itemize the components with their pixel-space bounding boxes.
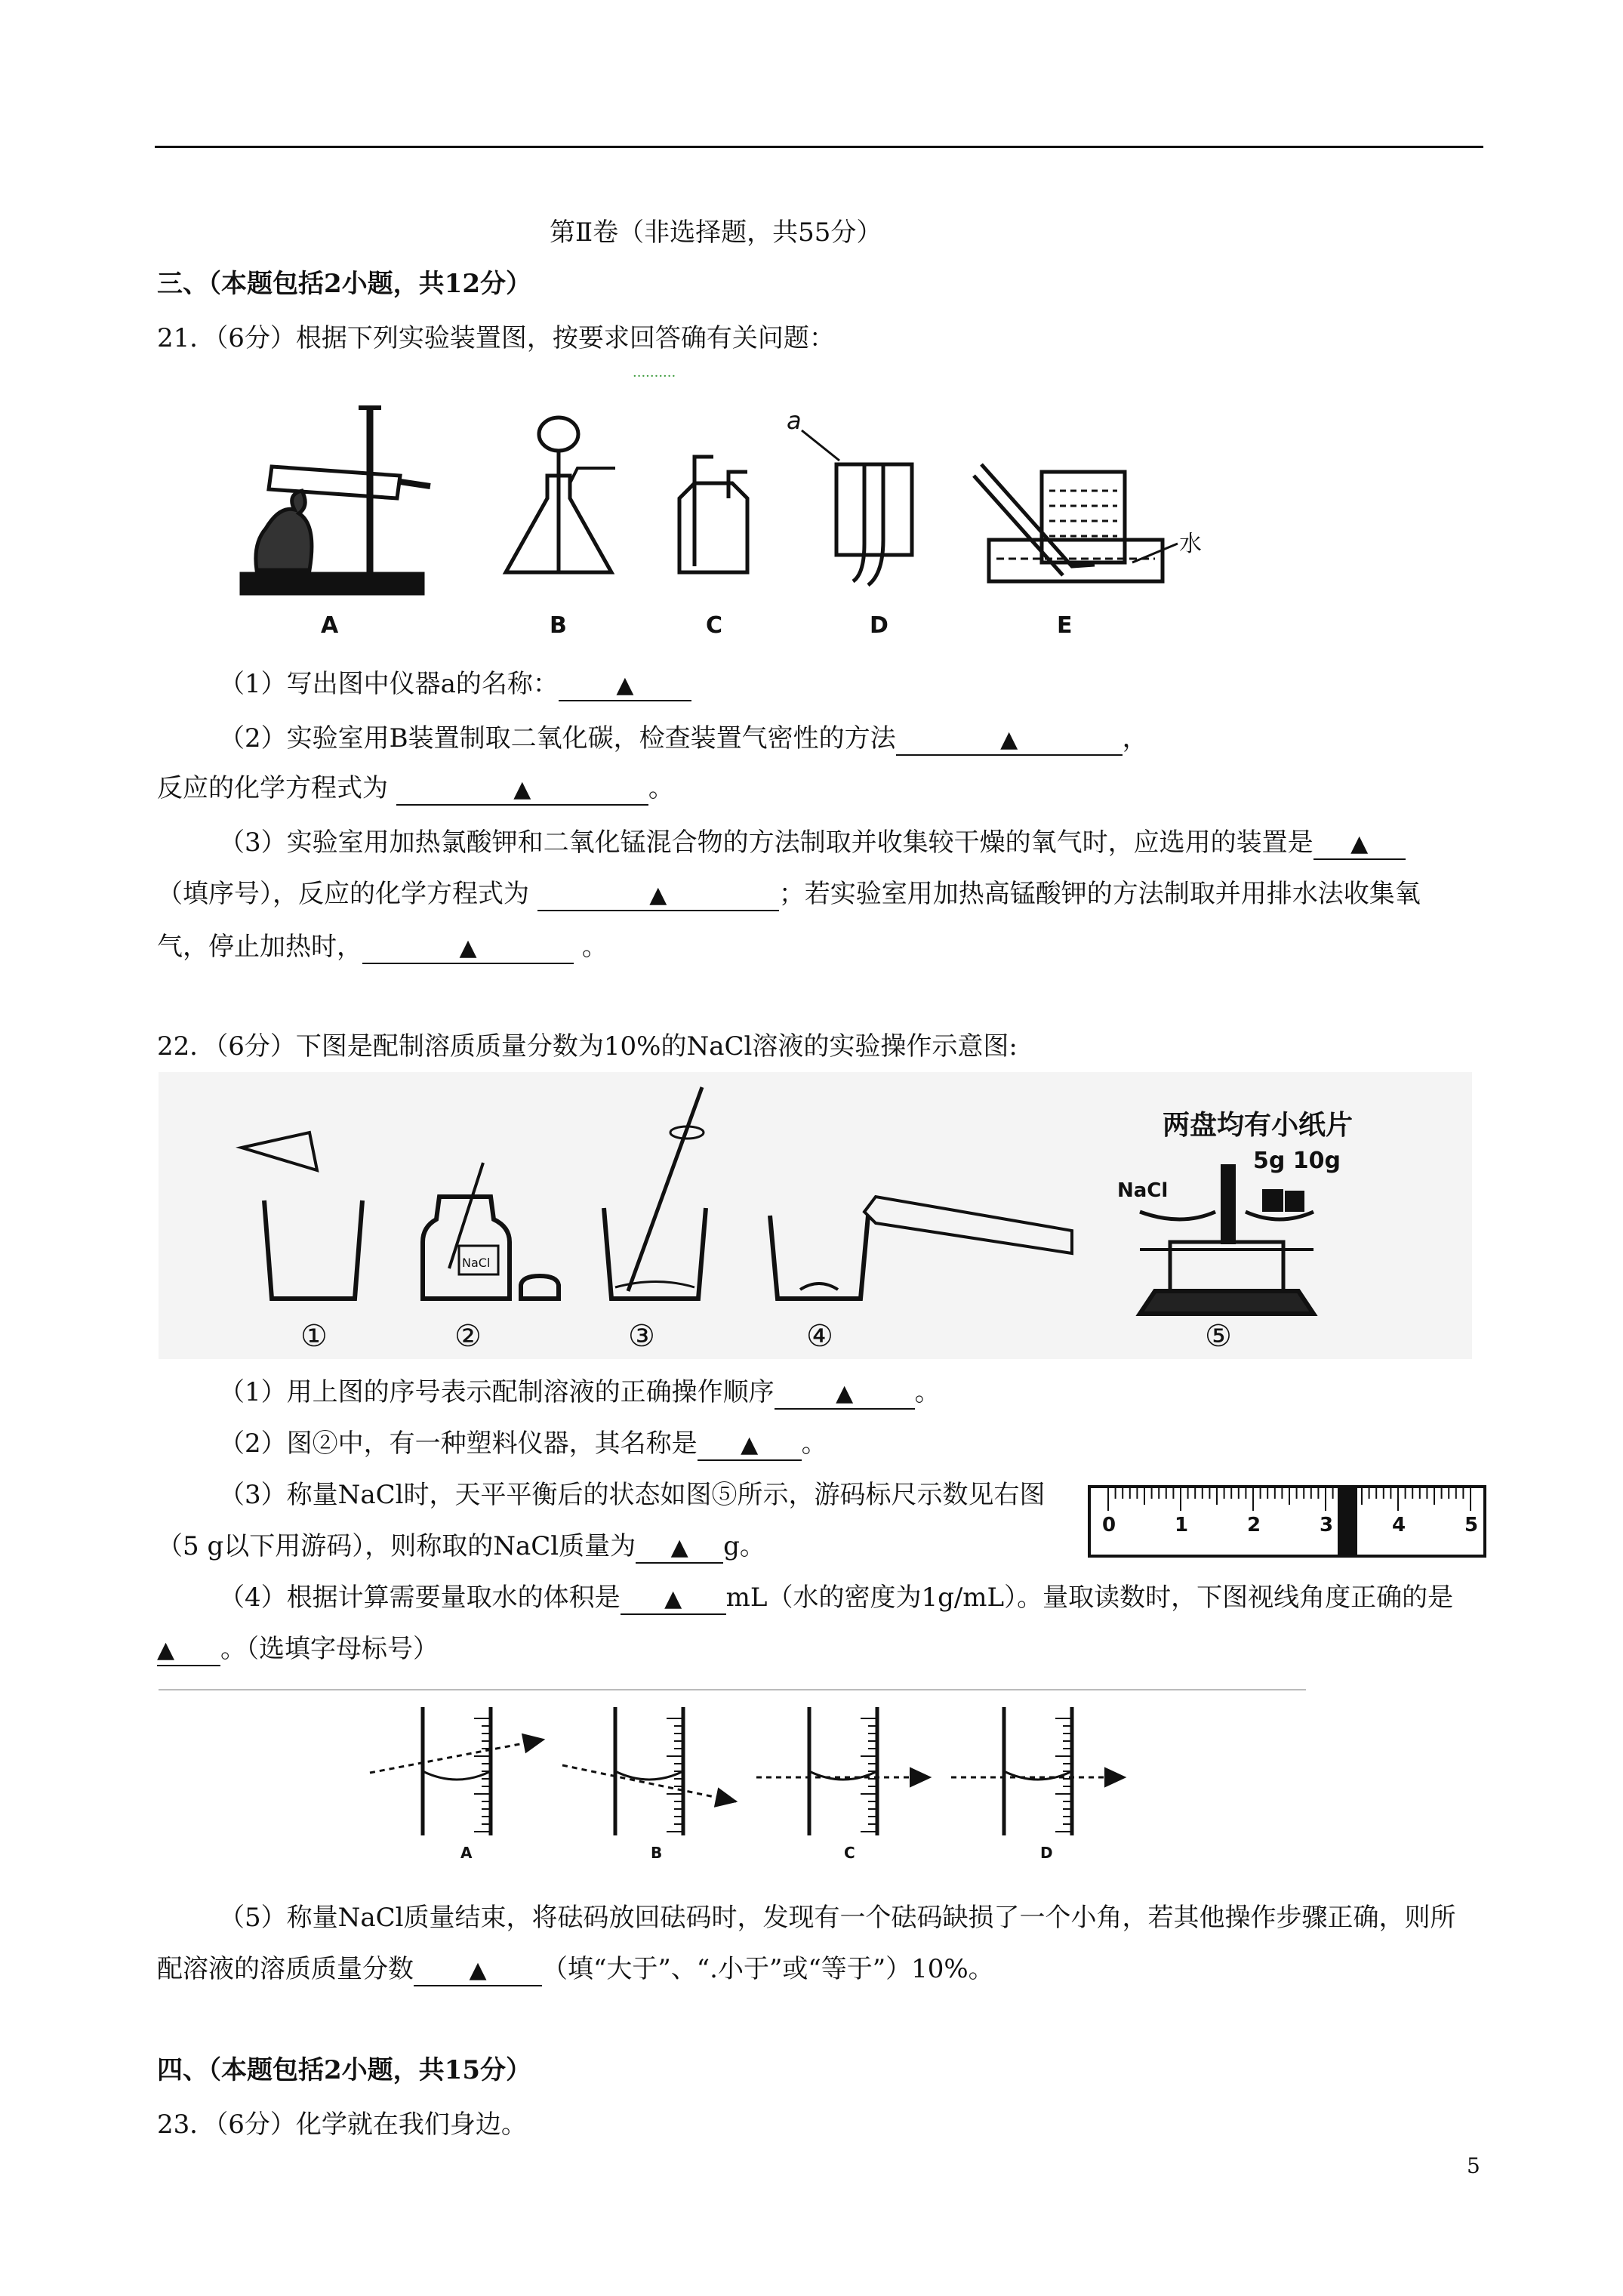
step-1: ① <box>300 1319 328 1354</box>
q22-operation-figure <box>159 1072 1472 1359</box>
view-label-C: C <box>844 1844 855 1862</box>
measuring-cylinder-view <box>370 1707 544 1835</box>
ruler-number: 4 <box>1392 1514 1406 1536</box>
q21-part1: （1）写出图中仪器a的名称： ▲ <box>219 667 691 701</box>
rider-marker <box>1338 1488 1357 1555</box>
answer-blank[interactable]: ▲ <box>157 1635 220 1666</box>
q22-part5-line2: 配溶液的溶质质量分数 ▲ （填“大于”、“.小于”或“等于”）10%。 <box>157 1952 994 1986</box>
apparatus-a <box>242 408 430 593</box>
step-2: ② <box>454 1319 482 1354</box>
apparatus-d <box>802 430 912 585</box>
answer-blank[interactable]: ▲ <box>896 724 1123 756</box>
q22-stem: 22．（6分）下图是配制溶质质量分数为10%的NaCl溶液的实验操作示意图: <box>157 1031 1018 1062</box>
measuring-cylinder-view <box>756 1707 930 1835</box>
ruler-number: 2 <box>1247 1514 1261 1536</box>
answer-blank[interactable]: ▲ <box>698 1429 802 1461</box>
apparatus-c <box>679 457 747 572</box>
q21-part3-line2: （填序号），反应的化学方程式为 ▲ ；若实验室用加热高锰酸钾的方法制取并用排水法收集氧 <box>157 877 1421 911</box>
answer-blank[interactable]: ▲ <box>559 670 691 701</box>
step-5: ⑤ <box>1205 1319 1232 1354</box>
q21-part3-line3: 气，停止加热时， ▲ 。 <box>157 930 608 964</box>
apparatus-e <box>974 464 1178 581</box>
weights-label: 5g 10g <box>1253 1148 1341 1174</box>
label-D: D <box>870 612 888 639</box>
step-4: ④ <box>806 1319 833 1354</box>
rider-ruler <box>1087 1484 1487 1560</box>
label-E: E <box>1057 612 1073 639</box>
ruler-number: 1 <box>1175 1514 1189 1536</box>
step-3: ③ <box>628 1319 655 1354</box>
label-water: 水 <box>1179 531 1202 557</box>
q22-part3-line2: （5 g以下用游码），则称取的NaCl质量为 ▲ g。 <box>157 1530 765 1564</box>
q22-part1: （1）用上图的序号表示配制溶液的正确操作顺序 ▲ 。 <box>219 1376 941 1410</box>
answer-blank[interactable]: ▲ <box>636 1532 723 1564</box>
section3-heading: 三、（本题包括2小题，共12分） <box>157 269 531 299</box>
answer-blank[interactable]: ▲ <box>1313 828 1406 860</box>
label-C: C <box>706 612 723 639</box>
page-number: 5 <box>1467 2153 1480 2178</box>
jar-label: NaCl <box>462 1256 491 1270</box>
answer-blank[interactable]: ▲ <box>362 932 574 964</box>
measuring-cylinder-view <box>562 1707 736 1835</box>
ruler-number: 3 <box>1320 1514 1334 1536</box>
answer-blank[interactable]: ▲ <box>396 774 648 806</box>
measuring-cylinder-view <box>951 1707 1125 1835</box>
q21-dots: ·········· <box>633 368 676 384</box>
apparatus-b <box>506 418 615 572</box>
header-rule <box>155 146 1483 148</box>
q21-part2-line2: 反应的化学方程式为 ▲ 。 <box>157 772 674 806</box>
q22-part5-line1: （5）称量NaCl质量结束，将砝码放回砝码时，发现有一个砝码缺损了一个小角，若其他操作步骤正确，则所 <box>219 1903 1456 1933</box>
answer-blank[interactable]: ▲ <box>537 880 779 911</box>
q21-part2-line1: （2）实验室用B装置制取二氧化碳，检查装置气密性的方法 ▲ ， <box>219 722 1148 756</box>
q22-part4-line2: ▲ 。（选填字母标号） <box>157 1632 439 1666</box>
volume-title: 第Ⅱ卷（非选择题，共55分） <box>550 217 882 248</box>
view-label-D: D <box>1040 1844 1053 1862</box>
view-label-A: A <box>460 1844 473 1862</box>
q21-stem: 21．（6分）根据下列实验装置图，按要求回答确有关问题： <box>157 323 835 353</box>
ruler-number: 5 <box>1464 1514 1479 1536</box>
label-a: a <box>787 406 802 435</box>
q23-stem: 23．（6分）化学就在我们身边。 <box>157 2110 527 2140</box>
q21-part3-line1: （3）实验室用加热氯酸钾和二氧化锰混合物的方法制取并收集较干燥的氧气时，应选用的装置是 ▲ <box>219 826 1406 860</box>
label-B: B <box>550 612 567 639</box>
q22-part4-line1: （4）根据计算需要量取水的体积是 ▲ mL（水的密度为1g/mL）。量取读数时，下图视线角度正确的是 <box>219 1581 1453 1615</box>
label-A: A <box>321 612 339 639</box>
ruler-number: 0 <box>1102 1514 1116 1536</box>
q21-apparatus-figure <box>226 393 1298 642</box>
answer-blank[interactable]: ▲ <box>414 1955 542 1986</box>
q22-part2: （2）图②中，有一种塑料仪器，其名称是 ▲ 。 <box>219 1427 827 1461</box>
fig-note: 两盘均有小纸片 <box>1163 1110 1354 1141</box>
section4-heading: 四、（本题包括2小题，共15分） <box>157 2055 531 2085</box>
q22-part3-line1: （3）称量NaCl时，天平平衡后的状态如图⑤所示，游码标尺示数见右图 <box>219 1480 1046 1510</box>
nacl-pan-label: NaCl <box>1117 1179 1169 1202</box>
answer-blank[interactable]: ▲ <box>621 1583 726 1615</box>
view-label-B: B <box>651 1844 663 1862</box>
answer-blank[interactable]: ▲ <box>775 1378 915 1410</box>
view-angle-figure <box>159 1688 1306 1885</box>
